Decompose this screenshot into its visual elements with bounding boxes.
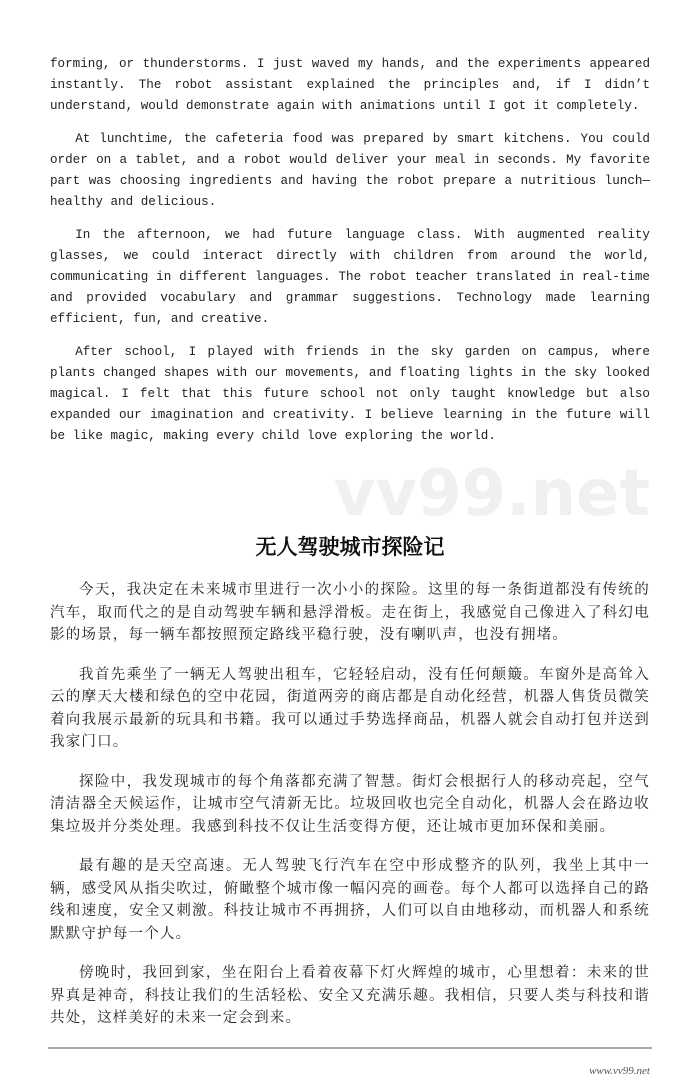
chinese-paragraph: 我首先乘坐了一辆无人驾驶出租车，它轻轻启动，没有任何颠簸。车窗外是高耸入云的摩天大楼和绿色的空中花园，街道两旁的商店都是自动化经营，机器人售货员微笑着向我展示最新的玩具和书籍。我可以通过手势选择商品，机器人就会自动打包并送到我家门口。 [50, 666, 650, 750]
footer-site-link[interactable]: www.vv99.net [589, 1064, 650, 1077]
english-paragraph: At lunchtime, the cafeteria food was prepared by smart kitchens. You could order on a tablet, and a robot would deliver your meal in seconds. My favorite part was choosing ingredients and having the robot prepare a nutritious lunch—healthy and delicious. [50, 132, 650, 209]
english-paragraph: After school, I played with friends in the sky garden on campus, where plants changed shapes with our movements, and floating lights in the sky looked magical. I felt that this future school not only taught knowledge but also expanded our imagination and creativity. I believe learning in the future will be like magic, making every child love exploring the world. [50, 345, 650, 443]
essay-title: 无人驾驶城市探险记 [255, 534, 445, 559]
english-paragraph: forming, or thunderstorms. I just waved my hands, and the experiments appeared instantly. The robot assistant explained the principles and, if I didn’t understand, would demonstrate again with animations until I got it completely. [50, 57, 650, 113]
chinese-paragraph: 傍晚时，我回到家，坐在阳台上看着夜幕下灯火辉煌的城市，心里想着：未来的世界真是神奇，科技让我们的生活轻松、安全又充满乐趣。我相信，只要人类与科技和谐共处，这样美好的未来一定会到来。 [50, 965, 650, 1026]
watermark: vv99.net [333, 457, 650, 531]
chinese-paragraph: 探险中，我发现城市的每个角落都充满了智慧。街灯会根据行人的移动亮起，空气清洁器全天候运作，让城市空气清新无比。垃圾回收也完全自动化，机器人会在路边收集垃圾并分类处理。我感到科技不仅让生活变得方便，还让城市更加环保和美丽。 [50, 773, 650, 835]
chinese-paragraph: 最有趣的是天空高速。无人驾驶飞行汽车在空中形成整齐的队列，我坐上其中一辆，感受风从指尖吹过，俯瞰整个城市像一幅闪亮的画卷。每个人都可以选择自己的路线和速度，安全又刺激。科技让城市不再拥挤，人们可以自由地移动，而机器人和系统默默守护每一个人。 [50, 858, 650, 942]
english-paragraph: In the afternoon, we had future language class. With augmented reality glasses, we could interact directly with children from around the world, communicating in different languages. The robot teacher translated in real-time and provided vocabulary and grammar suggestions. Technology made learning efficient, fun, and creative. [50, 228, 650, 326]
english-essay [50, 54, 650, 447]
chinese-essay [50, 579, 650, 1030]
chinese-paragraph: 今天，我决定在未来城市里进行一次小小的探险。这里的每一条街道都没有传统的汽车，取而代之的是自动驾驶车辆和悬浮滑板。走在街上，我感觉自己像进入了科幻电影的场景，每一辆车都按照预定路线平稳行驶，没有喇叭声，也没有拥堵。 [50, 582, 650, 643]
footer-divider [48, 1047, 652, 1049]
